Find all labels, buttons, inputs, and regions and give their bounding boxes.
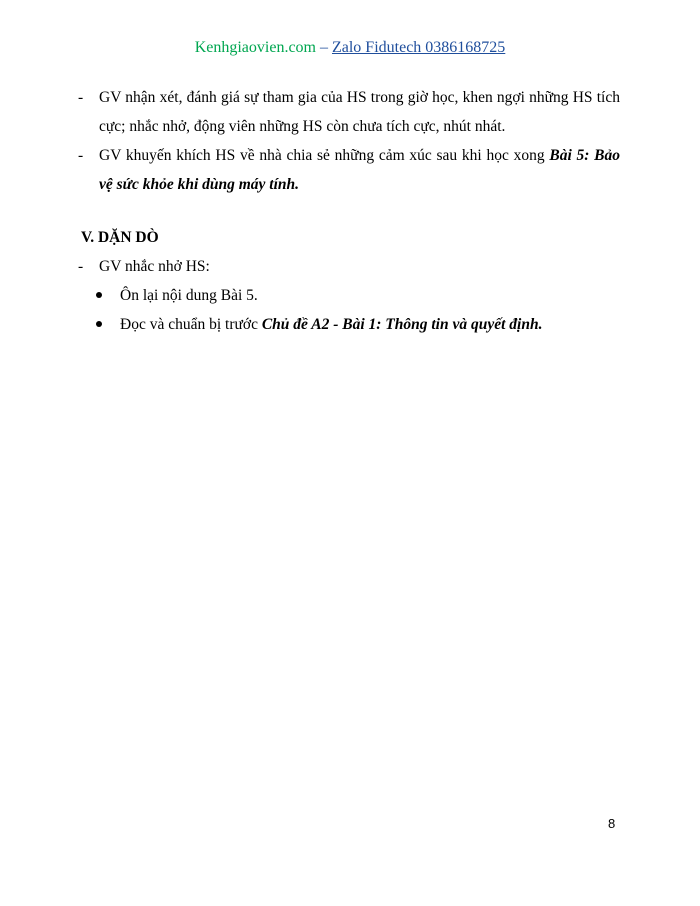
dash-marker: - [78,147,84,164]
header-site-link[interactable]: Kenhgiaovien.com [194,39,316,56]
topic-title-emphasis: Chủ đề A2 - Bài 1: Thông tin và quyết định. [261,316,543,333]
bullet-item [78,281,620,310]
page-header [0,38,700,58]
list-item-text: GV khuyến khích HS về nhà chia sẻ những cảm xúc sau khi học xong [99,147,550,164]
bullet-icon [96,292,102,298]
lesson-title-emphasis: Bài 5: Bảo vệ sức khỏe khi dùng máy tính. [99,147,620,193]
header-separator: – [315,39,332,56]
bullet-text: Ôn lại nội dung Bài 5. [120,287,258,304]
bullet-item [78,310,620,339]
list-item [78,252,620,281]
list-item-text: GV nhận xét, đánh giá sự tham gia của HS trong giờ học, khen ngợi những HS tích cực; nhắc nhở, động viên những HS còn chưa tích cực, nhút nhát. [99,89,620,135]
bullet-text: Đọc và chuẩn bị trước [120,316,262,333]
bullet-icon [96,321,102,327]
section-intro-text: GV nhắc nhở HS: [99,258,210,275]
dash-marker: - [78,258,84,275]
list-item [78,141,620,199]
section-heading: V. DẶN DÒ [81,229,159,246]
page-number: 8 [608,816,616,831]
document-body [78,83,620,339]
header-zalo-link[interactable]: Zalo Fidutech 0386168725 [331,39,506,56]
dash-marker: - [78,89,84,106]
list-item [78,83,620,141]
